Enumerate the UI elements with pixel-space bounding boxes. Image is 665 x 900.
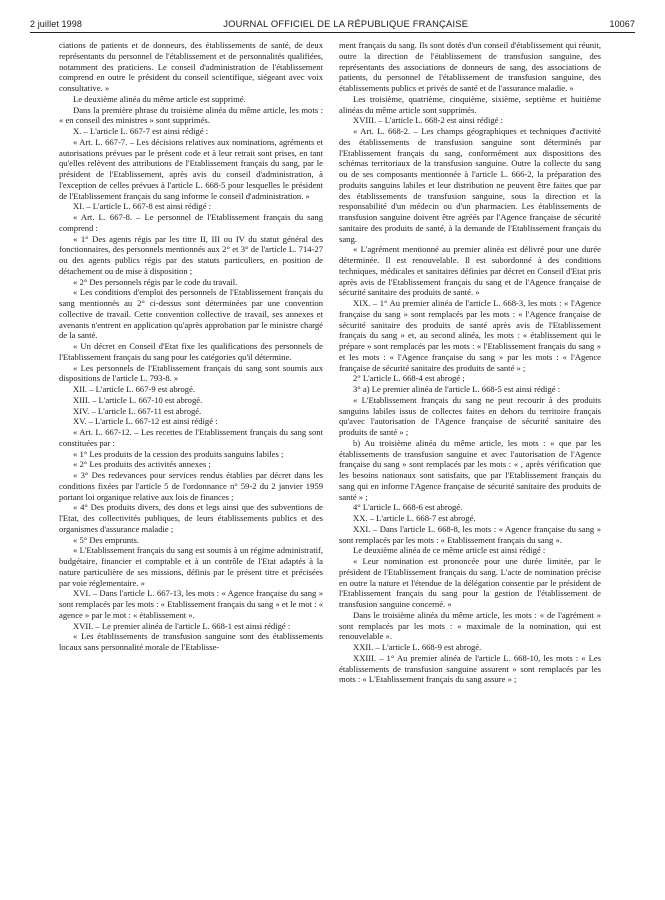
paragraph: ciations de patients et de donneurs, des établissements de santé, de deux représentants du personnel de l'établissement et de personnalités qualifiées, notamment des praticiens. Le conseil d'administration de l'établissement comprend en outre le président du conseil scientifique, siégeant avec voix consultative. » xyxy=(59,40,323,93)
right-column xyxy=(339,40,601,685)
paragraph: 2° L'article L. 668-4 est abrogé ; xyxy=(353,373,465,384)
paragraph: XX. – L'article L. 668-7 est abrogé. xyxy=(353,513,476,523)
paragraph: « Les personnels de l'Etablissement français du sang sont soumis aux dispositions de l'article L. 793-8. » xyxy=(59,362,323,384)
left-column xyxy=(59,40,323,653)
paragraph: « Art. L. 668-2. – Les champs géographiques et techniques d'activité des établissements de transfusion sanguine sont déterminés par l'Etablissement français du sang, conformément aux dispositions des schémas territoriaux de la transfusion sanguine. Outre la collecte du sang ou de ses composants mentionnée à l'article L. 666-2, la préparation des produits sanguins labiles et leur distribution ne peuvent être faites que par des établissements de transfusion sanguine, sous la direction et la responsabilité d'un médecin ou d'un pharmacien. Les établissements de transfusion sanguine doivent être agréés par l'Agence française de sécurité sanitaire des produits de santé, à la demande de l'Etablissement français du sang. xyxy=(339,126,601,244)
paragraph: XXIII. – 1° Au premier alinéa de l'article L. 668-10, les mots : « Les établissements de transfusion sanguine assurent » sont remplacés par les mots : « L'Etablissement français du sang assure » ; xyxy=(339,652,601,685)
paragraph: 4° L'article L. 668-6 est abrogé. xyxy=(353,502,463,513)
paragraph: « Art. L. 667-7. – Les décisions relatives aux nominations, agréments et autorisations prévues par le présent code et à leur retrait sont prises, en tant qu'elles relèvent des attributions de l'Etablissement français du sang, par le président de l'Etablissement, après avis du conseil d'administration, à l'exception de celles prévues à l'article L. 668-5 pour lesquelles le président de l'Etablissement français du sang informe le conseil d'administration. » xyxy=(59,136,323,201)
paragraph: XXII. – L'article L. 668-9 est abrogé. xyxy=(353,642,482,652)
paragraph: XVIII. – L'article L. 668-2 est ainsi rédigé : xyxy=(353,115,503,126)
paragraph: XVII. – Le premier alinéa de l'article L. 668-1 est ainsi rédigé : xyxy=(73,620,291,631)
paragraph: XII. – L'article L. 667-9 est abrogé. xyxy=(73,384,196,394)
paragraph: Le deuxième alinéa de ce même article est ainsi rédigé : xyxy=(353,545,546,556)
paragraph: « Les établissements de transfusion sanguine sont des établissements locaux sans personnalité morale de l'Etablisse- xyxy=(59,631,323,652)
paragraph: « 3° Des redevances pour services rendus établies par décret dans les conditions fixées par l'article 5 de l'ordonnance n° 59-2 du 2 janvier 1959 portant loi organique relative aux lois de finances ; xyxy=(59,470,323,502)
paragraph: XI. – L'article L. 667-8 est ainsi rédigé : xyxy=(73,201,212,212)
paragraph: « Les conditions d'emploi des personnels de l'Etablissement français du sang mentionnés au 2° ci-dessus sont déterminées par une convention collective de travail. Cette convention collective de travail, ses annexes et avenants n'entrent en application qu'après approbation par le ministre chargé de la santé. xyxy=(59,287,323,341)
paragraph: « 2° Des personnels régis par le code du travail. xyxy=(73,276,238,287)
journal-title: JOURNAL OFFICIEL DE LA RÉPUBLIQUE FRANÇAISE xyxy=(223,18,469,29)
page-number: 10067 xyxy=(609,19,635,29)
paragraph: « 2° Les produits des activités annexes ; xyxy=(73,459,211,470)
paragraph: « 4° Des produits divers, des dons et legs ainsi que des subventions de l'Etat, des collectivités publiques, de leurs établissements publics et des organismes d'assurance maladie ; xyxy=(59,502,323,534)
paragraph: « L'Etablissement français du sang ne peut recourir à des produits sanguins labiles issus de collectes faites en dehors du territoire français qu'avec l'autorisation de l'Agence française de sécurité sanitaire des produits de santé » ; xyxy=(339,394,601,437)
page-header xyxy=(30,18,635,29)
paragraph: X. – L'article L. 667-7 est ainsi rédigé : xyxy=(73,126,209,136)
paragraph: Dans le troisième alinéa du même article, les mots : « de l'agrément » sont remplacés par les mots : « maximale de la nomination, qui est renouvelable ». xyxy=(339,609,601,642)
paragraph: « L'agrément mentionné au premier alinéa est délivré pour une durée déterminée. Il est renouvelable. Il est subordonné à des conditions techniques, médicales et sanitaires définies par décret en Conseil d'Etat pris après avis de l'Etablissement français du sang et de l'Agence française de sécurité sanitaire des produits de santé. » xyxy=(339,244,601,298)
paragraph: b) Au troisième alinéa du même article, les mots : « que par les établissements de transfusion sanguine et avec l'autorisation de l'Agence française du sang » sont remplacés par les mots : « , après vérification que les besoins nationaux sont satisfaits, que par l'Etablissement français du sang qui en informe l'Agence française de sécurité sanitaire des produits de santé » ; xyxy=(339,437,601,502)
paragraph: XV. – L'article L. 667-12 est ainsi rédigé : xyxy=(73,416,218,427)
paragraph: ment français du sang. Ils sont dotés d'un conseil d'établissement qui réunit, outre la direction de l'établissement de transfusion sanguine, des représentants des associations de donneurs de sang, des associations de patients, du personnel de l'établissement de transfusion sanguine, des établissements publics et privés de santé et de l'assurance maladie. » xyxy=(339,40,601,93)
paragraph: 3° a) Le premier alinéa de l'article L. 668-5 est ainsi rédigé : xyxy=(353,384,561,394)
paragraph: « L'Etablissement français du sang est soumis à un régime administratif, budgétaire, financier et comptable et à un contrôle de l'Etat adaptés à la nature particulière de ses missions, définis par le présent titre et précisées par voie réglementaire. » xyxy=(59,545,323,588)
paragraph: Les troisième, quatrième, cinquième, sixième, septième et huitième alinéas du même article sont supprimés. xyxy=(339,93,601,115)
paragraph: XIV. – L'article L. 667-11 est abrogé. xyxy=(73,405,202,416)
paragraph: « 1° Les produits de la cession des produits sanguins labiles ; xyxy=(73,448,284,459)
paragraph: « Leur nomination est prononcée pour une durée limitée, par le président de l'Etablissement français du sang. L'acte de nomination précise en outre la nature et l'étendue de la délégation consentie par le président de l'Etablissement français du sang pour la gestion de l'établissement de transfusion sanguine concerné. » xyxy=(339,556,601,609)
paragraph: XIX. – 1° Au premier alinéa de l'article L. 668-3, les mots : « l'Agence française du sang » sont remplacés par les mots : « l'Agence française de sécurité sanitaire des produits de santé après avis de l'Etablissement français du sang » et, au second alinéa, les mots : « établissement qui le prépare » sont remplacés par les mots : « l'Etablissement français du sang » et les mots : « l'Agence française du sang » par les mots : « l'Agence française de sécurité sanitaire des produits de santé » ; xyxy=(339,298,601,373)
paragraph: Dans la première phrase du troisième alinéa du même article, les mots : « en conseil des ministres » sont supprimés. xyxy=(59,104,323,126)
paragraph: « Un décret en Conseil d'Etat fixe les qualifications des personnels de l'Etablissement français du sang pour les catégories qu'il détermine. xyxy=(59,341,323,362)
paragraph: Le deuxième alinéa du même article est supprimé. xyxy=(73,93,246,104)
paragraph: XXI. – Dans l'article L. 668-8, les mots : « Agence française du sang » sont remplacés par les mots : « Etablissement français du sang ». xyxy=(339,523,601,545)
paragraph: « 5° Des emprunts. xyxy=(73,534,139,545)
paragraph: « Art. L. 667-8. – Le personnel de l'Etablissement français du sang comprend : xyxy=(59,212,323,233)
paragraph: XIII. – L'article L. 667-10 est abrogé. xyxy=(73,394,203,405)
header-rule xyxy=(30,32,635,33)
paragraph: XVI. – Dans l'article L. 667-13, les mots : « Agence française du sang » sont remplacés par les mots : « Etablissement français du sang » et le mot : « agence » par le mot : « établissement ». xyxy=(59,588,323,620)
header-date: 2 juillet 1998 xyxy=(30,19,82,29)
paragraph: « Art. L. 667-12. – Les recettes de l'Etablissement français du sang sont constituées par : xyxy=(59,427,323,448)
paragraph: « 1° Des agents régis par les titre II, III ou IV du statut général des fonctionnaires, des personnels mentionnés aux 2° et 3° de l'article L. 714-27 ou des agents publics régis par des statuts particuliers, en position de détachement ou de mise à disposition ; xyxy=(59,233,323,276)
